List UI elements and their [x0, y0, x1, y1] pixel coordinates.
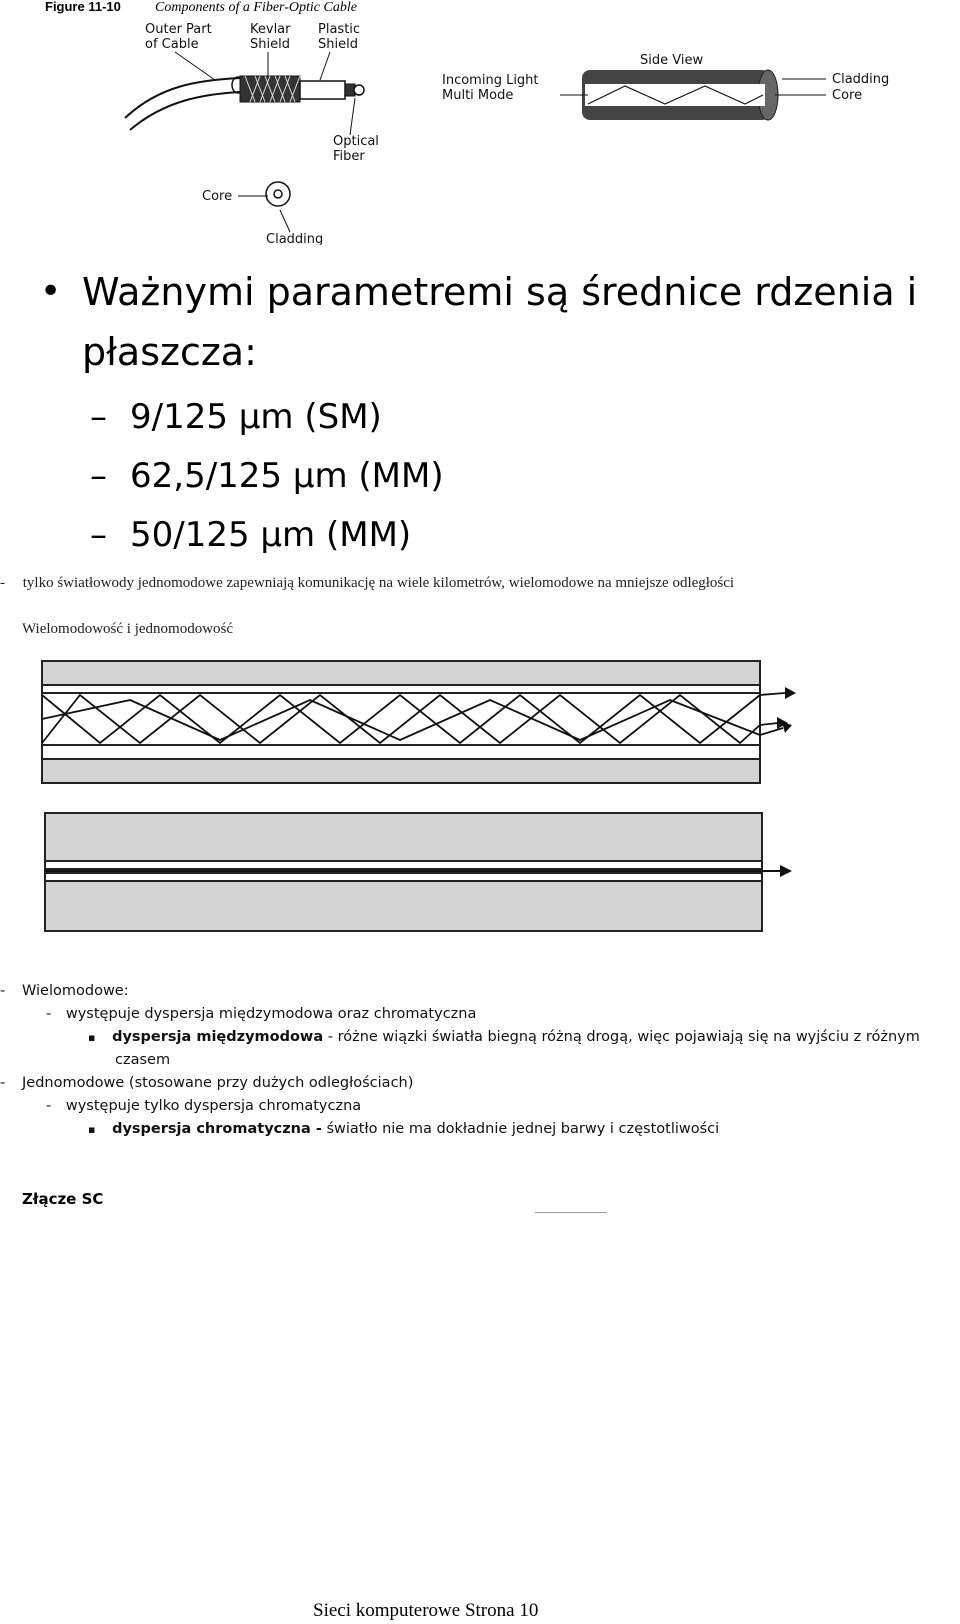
connector-heading: Złącze SC	[22, 1190, 104, 1208]
singlemode-fiber	[45, 813, 792, 931]
section-title: Wielomodowość i jednomodowość	[22, 621, 234, 637]
cross-section-core	[274, 190, 282, 198]
multimode-def-text: - różne wiązki światła biegną różną drogą, więc pojawiają się na wyjściu z różnym	[323, 1029, 920, 1045]
label-kevlar-1: Kevlar	[250, 22, 291, 37]
dash-marker: -	[46, 1098, 52, 1114]
note-dash: -	[0, 575, 5, 591]
label-plastic-1: Plastic	[318, 22, 361, 37]
mode-description	[0, 980, 960, 1141]
dash-marker: -	[0, 983, 6, 999]
note-text: tylko światłowody jednomodowe zapewniają komunikację na wiele kilometrów, wielomodowe na mniejsze odległości	[22, 575, 735, 591]
label-cladding: Cladding	[266, 232, 324, 245]
label-side-view: Side View	[640, 53, 704, 68]
diameter-list	[90, 388, 960, 565]
label-outer-part-1: Outer Part	[145, 22, 212, 37]
dash-marker: –	[90, 397, 107, 437]
singlemode-sub-text: występuje tylko dyspersja chromatyczna	[65, 1098, 362, 1114]
multimode-def-cont: czasem	[115, 1052, 171, 1068]
label-cladding-right: Cladding	[832, 72, 890, 87]
side-view-drawing	[560, 70, 778, 120]
label-kevlar-2: Shield	[250, 37, 290, 52]
list-item	[90, 388, 960, 447]
label-plastic-2: Shield	[318, 37, 358, 52]
slide-heading-text	[82, 262, 917, 382]
multimode-sub-text: występuje dyspersja międzymodowa oraz chromatyczna	[65, 1006, 477, 1022]
page-footer: Sieci komputerowe Strona 10	[313, 1600, 539, 1621]
multimode-def-row	[0, 1026, 960, 1049]
label-optical-2: Fiber	[333, 149, 365, 164]
list-item-text: 50/125 μm (MM)	[130, 515, 412, 555]
figure-number: Figure 11-10	[45, 0, 121, 14]
label-incoming-1: Incoming Light	[442, 73, 539, 88]
multimode-sub-row	[0, 1003, 960, 1026]
cladding-leader	[280, 210, 290, 232]
multimode-def-term: dyspersja międzymodowa	[112, 1029, 324, 1045]
dash-marker: –	[90, 456, 107, 496]
multimode-row	[0, 980, 960, 1003]
singlemode-row	[0, 1072, 960, 1095]
multimode-heading: Wielomodowe:	[22, 983, 129, 999]
cable-drawing	[125, 76, 364, 130]
list-item-text: 9/125 μm (SM)	[130, 397, 382, 437]
label-optical-1: Optical	[333, 134, 379, 149]
square-bullet: ▪	[88, 1031, 96, 1044]
dash-marker: -	[46, 1006, 52, 1022]
singlemode-def-row	[0, 1118, 960, 1141]
slide-bullet: •	[40, 271, 62, 312]
parameters-slide	[40, 262, 960, 565]
label-core: Core	[202, 189, 233, 204]
multimode-fiber	[42, 661, 796, 783]
singlemode-def-text: światło nie ma dokładnie jednej barwy i częstotliwości	[321, 1121, 720, 1137]
dash-marker: –	[90, 515, 107, 555]
slide-heading	[40, 262, 960, 382]
slide-heading-line1: Ważnymi parametremi są średnice rdzenia i	[82, 270, 918, 314]
singlemode-sub-row	[0, 1095, 960, 1118]
distance-note	[0, 575, 734, 592]
label-outer-part-2: of Cable	[145, 37, 199, 52]
list-item	[90, 447, 960, 506]
mode-propagation-diagram	[40, 625, 840, 965]
label-incoming-2: Multi Mode	[442, 88, 514, 103]
fiber-optic-cable-figure	[0, 0, 960, 245]
singlemode-heading: Jednomodowe (stosowane przy dużych odległościach)	[22, 1075, 414, 1091]
square-bullet: ▪	[88, 1123, 96, 1136]
divider	[535, 1212, 607, 1213]
slide-heading-line2: płaszcza:	[82, 330, 257, 374]
singlemode-def-term: dyspersja chromatyczna -	[112, 1121, 322, 1137]
figure-title: Components of a Fiber-Optic Cable	[155, 0, 357, 15]
label-core-right: Core	[832, 88, 863, 103]
list-item	[90, 506, 960, 565]
dash-marker: -	[0, 1075, 6, 1091]
list-item-text: 62,5/125 μm (MM)	[130, 456, 444, 496]
